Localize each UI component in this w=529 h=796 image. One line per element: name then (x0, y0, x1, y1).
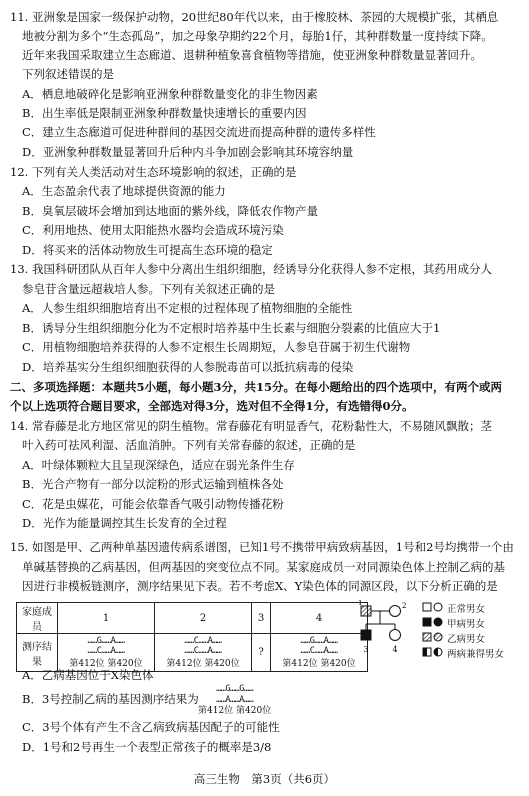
section2-instructions-line2: 个以上选项符合题目要求，全部选对得3分，选对但不全得1分，有选错得0分。 (10, 399, 414, 413)
legend-disease-b-label: 乙病男女 (447, 634, 486, 645)
q11-option-c: C．建立生态廊道可促进种群间的基因交流进而提高种群的遗传多样性 (22, 125, 376, 139)
q12-stem: 12. 下列有关人类活动对生态环境影响的叙述，正确的是 (10, 165, 297, 179)
q11-option-b: B．出生率低是限制亚洲象种群数量快速增长的重要内因 (22, 106, 307, 120)
q15-stem-line3: 因进行非模板链测序，测序结果见下表。若不考虑X、Y染色体的同源区段，以下分析正确的是 (22, 579, 498, 593)
section2-instructions-rest: 在每小题给出的四个选项中，有两个或两 (295, 380, 503, 394)
seq-line: ……G……A…… (87, 636, 125, 646)
q11-stem-line2: 地被分割为多个“生态孤岛”，加之母象孕期约22个月，每胎1仔，其种群数量一度持续下降。 (22, 29, 493, 43)
q14-stem-line2: 叶入药可祛风利湿、活血消肿。下列有关常春藤的叙述，正确的是 (22, 438, 356, 452)
q11-option-d: D．亚洲象种群数量显著回升后种内斗争加剧会影响其环境容纳量 (22, 145, 354, 159)
legend-normal-icon (422, 602, 444, 612)
legend-disease-a-label: 甲病男女 (447, 619, 486, 630)
q13-stem-line2: 参皂苷含量远超栽培人参。下列有关叙述正确的是 (22, 282, 275, 296)
q13-option-c: C．用植物细胞培养获得的人参不定根生长周期短，人参皂苷属于初生代谢物 (22, 340, 411, 354)
pedigree-member-1 (361, 606, 371, 616)
q15-option-c: C．3号个体有产生不含乙病致病基因配子的可能性 (22, 720, 280, 734)
q13-option-a: A．人参生组织细胞培育出不定根的过程体现了植物细胞的全能性 (22, 301, 353, 315)
page-footer: 高三生物 第3页（共6页） (193, 772, 336, 786)
q12-option-c: C．利用地热、使用太阳能热水器均会造成环境污染 (22, 223, 284, 237)
q15-option-a: A．乙病基因位于X染色体 (22, 668, 154, 682)
legend-disease-b-icon (422, 632, 444, 642)
q14-option-c: C．花是虫媒花，可能会依靠香气吸引动物传播花粉 (22, 497, 284, 511)
q13-option-b: B．诱导分生组织细胞分化为不定根时培养基中生长素与细胞分裂素的比值应大于1 (22, 321, 441, 335)
pos-420: 第420位 (320, 659, 356, 669)
q14-option-b: B．光合产物有一部分以淀粉的形式运输到植株各处 (22, 477, 284, 491)
table-row-label-result: 测序结果 (17, 634, 58, 672)
pedigree-member-4 (390, 630, 401, 641)
pos-412: 第412位 (282, 659, 318, 669)
q15-option-b: B．3号控制乙病的基因测序结果为 (22, 692, 199, 706)
table-cell-member-3: ? (252, 634, 271, 672)
pos-412: 第412位 (166, 659, 202, 669)
q14-stem-line1: 14. 常春藤是北方地区常见的阴生植物。常春藤花有明显香气，花粉黏性大，不易随风飘散；茎 (10, 419, 492, 433)
q13-option-d: D．培养基实分生组织细胞获得的人参脱毒苗可以抵抗病毒的侵染 (22, 360, 354, 374)
legend-normal (422, 602, 504, 617)
legend-normal-label: 正常男女 (447, 604, 486, 615)
pedigree-label-1: 1 (358, 600, 363, 607)
sequencing-table (16, 602, 368, 672)
q14-option-d: D．光作为能量调控其生长发育的全过程 (22, 516, 227, 530)
q15-stem-line1: 15. 如图是甲、乙两种单基因遗传病系谱图，已知1号不携带甲病致病基因，1号和2号均携带一个由 (10, 540, 514, 554)
option-b-positions: 第412位 第420位 (198, 706, 272, 716)
pos-420: 第420位 (204, 659, 240, 669)
option-b-seq-line2: ……A……A…… (216, 695, 254, 705)
q15-stem-line2: 单碱基替换的乙病基因，但两基因的突变位点不同。某家庭成员一对同源染色体上控制乙病的基 (22, 560, 505, 574)
q13-stem-line1: 13. 我国科研团队从百年人参中分离出生组织细胞，经诱导分化获得人参不定根，其药用成分人 (10, 262, 492, 276)
table-header-member: 家庭成员 (17, 603, 58, 634)
seq-line: ……C……A…… (184, 636, 222, 646)
q14-option-a: A．叶绿体颗粒大且呈现深绿色，适应在弱光条件生存 (22, 458, 295, 472)
seq-line: ……C……A…… (300, 646, 338, 656)
q11-option-a: A．栖息地破碎化是影响亚洲象种群数量变化的非生物因素 (22, 87, 318, 101)
pedigree-member-3 (361, 630, 371, 640)
table-header-member-3: 3 (252, 603, 271, 634)
q12-option-b: B．臭氧层破坏会增加到达地面的紫外线，降低农作物产量 (22, 204, 318, 218)
pedigree-label-4: 4 (392, 645, 398, 654)
q12-option-d: D．将买来的活体动物放生可提高生态环境的稳定 (22, 243, 273, 257)
legend-both-label: 两病兼得男女 (447, 649, 505, 660)
q15-option-b-sequence (198, 684, 271, 717)
table-header-member-4: 4 (271, 603, 368, 634)
seq-line: ……C……A…… (184, 646, 222, 656)
pos-420: 第420位 (107, 659, 143, 669)
table-header-member-2: 2 (155, 603, 252, 634)
legend-both-diseases (422, 647, 504, 662)
section2-instructions-line1 (10, 378, 522, 397)
seq-line: ……C……A…… (87, 646, 125, 656)
legend-disease-a-icon (422, 617, 444, 627)
seq-line: ……G……A…… (300, 636, 338, 646)
q12-option-a: A．生态盈余代表了地球提供资源的能力 (22, 184, 226, 198)
pedigree-legend (422, 602, 504, 662)
pedigree-label-3: 3 (363, 645, 369, 654)
q15-option-d: D．1号和2号再生一个表型正常孩子的概率是3/8 (22, 740, 272, 754)
q11-stem-line1: 11. 亚洲象是国家一级保护动物，20世纪80年代以来，由于橡胶林、茶园的大规模扩张，其栖息 (10, 10, 499, 24)
legend-disease-a (422, 617, 504, 632)
pos-412: 第412位 (69, 659, 105, 669)
q11-stem-line4: 下列叙述错误的是 (22, 67, 114, 81)
q11-stem-line3: 近年来我国采取建立生态廊道、退耕种植象喜食植物等措施，使亚洲象种群数量显著回升。 (22, 48, 482, 62)
option-b-seq-line1: ……G……G…… (216, 684, 254, 694)
legend-disease-b (422, 632, 504, 647)
pedigree-label-2: 2 (402, 602, 407, 610)
table-header-member-1: 1 (58, 603, 155, 634)
pedigree-member-2 (390, 606, 401, 617)
legend-both-icon (422, 647, 444, 657)
section2-title: 二、多项选择题：本题共5小题，每小题3分，共15分。 (10, 380, 296, 394)
